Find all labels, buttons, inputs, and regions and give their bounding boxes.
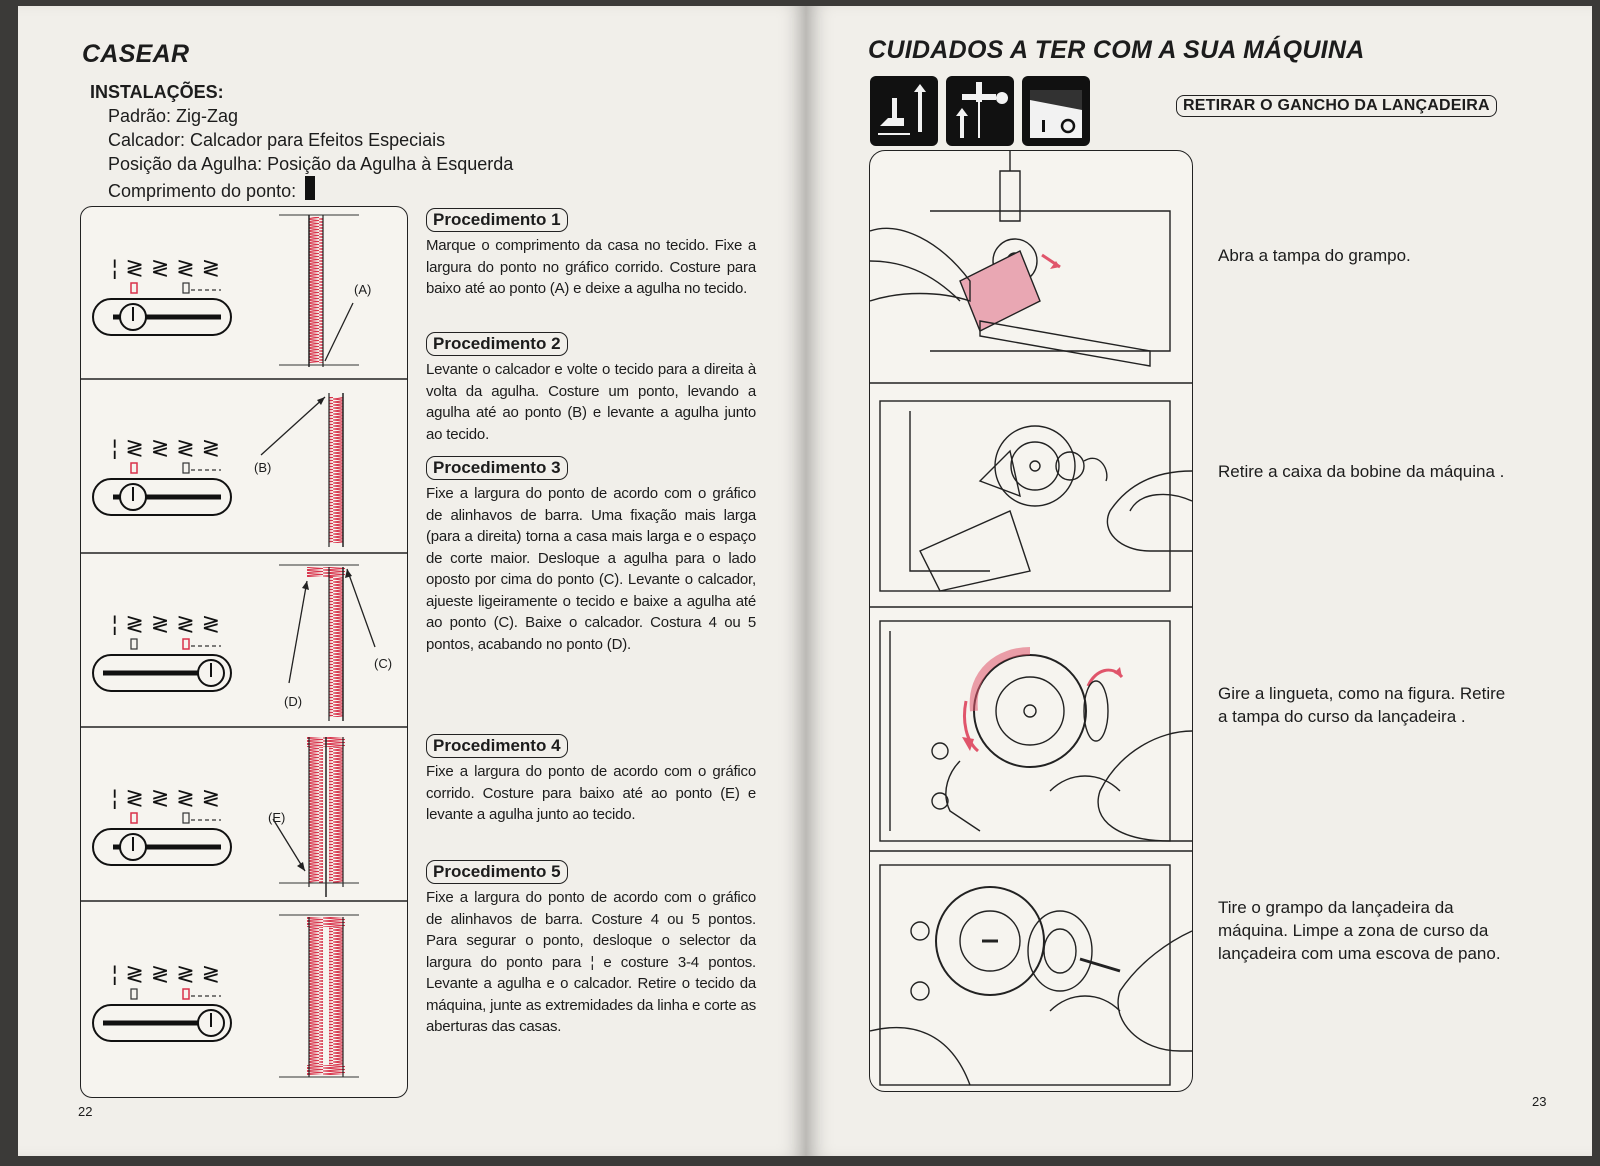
- svg-text:¦ ≷ ≷ ≷ ≷: ¦ ≷ ≷ ≷ ≷: [111, 962, 221, 987]
- procedure-5-text: Fixe a largura do ponto de acordo com o gráfico de alinhavos de barra. Costure 4 ou 5 pontos. Para segurar o ponto, desloque o selector da largura do ponto para ¦ e costure 3-4 pontos. Levante a agulha e o calcador. Retire o tecido da máquina, junte as extremidades da linha e corte as aberturas das casas.: [426, 889, 756, 1035]
- procedure-3-title: Procedimento 3: [426, 456, 568, 480]
- setup-foot: Calcador: Calcador para Efeitos Especiais: [108, 130, 446, 150]
- procedure-4-text: Fixe a largura do ponto de acordo com o gráfico corrido. Costure para baixo até ao ponto (E) e levante a agulha junto ao tecido.: [426, 763, 756, 823]
- width-selector-3: [93, 612, 231, 691]
- label-d: (D): [284, 694, 303, 709]
- procedure-2-text: Levante o calcador e volte o tecido para a direita à volta da agulha. Costure um ponto, levando a agulha até ao ponto (B) e levante a agulha junto ao tecido.: [426, 361, 756, 443]
- procedure-2: [426, 332, 756, 445]
- panel-remove-hook: [870, 865, 1192, 1085]
- procedure-1-text: Marque o comprimento da casa no tecido. Fixe a largura do ponto no gráfico corrido. Costure para baixo até ao ponto (A) e deixe a agulha no tecido.: [426, 237, 756, 297]
- procedure-5-title: Procedimento 5: [426, 860, 568, 884]
- buttonhole-diagram: [80, 206, 408, 1098]
- section-badge: RETIRAR O GANCHO DA LANÇADEIRA: [1176, 95, 1497, 117]
- label-b: (B): [254, 460, 272, 475]
- label-e: (E): [268, 810, 286, 825]
- setup-heading: INSTALAÇÕES:: [90, 82, 224, 102]
- procedure-3-text: Fixe a largura do ponto de acordo com o gráfico de alinhavos de barra. Uma fixação mais larga (para a direita) torna a casa mais larga e o espaço de corte maior. Desloque a agulha para o lado oposto por cima do ponto (C). Levante o calcador, ajueste ligeiramente o tecido e baixe a agulha até ao ponto (C). Baixe o calcador. Costura 4 ou 5 pontos, acabando no ponto (D).: [426, 485, 756, 653]
- setup-length-row: [90, 176, 513, 203]
- page-number-left: 22: [78, 1104, 93, 1119]
- buttonhole-diagram-svg: [81, 207, 407, 1097]
- procedure-4: [426, 734, 756, 826]
- procedure-3: [426, 456, 756, 655]
- procedure-1: [426, 208, 756, 300]
- step-4-text: Tire o grampo da lançadeira da máquina. Limpe a zona de curso da lançadeira com uma escova de pano.: [1218, 898, 1501, 963]
- procedure-1-title: Procedimento 1: [426, 208, 568, 232]
- svg-text:¦ ≷ ≷ ≷ ≷: ¦ ≷ ≷ ≷ ≷: [111, 612, 221, 637]
- procedure-5: [426, 860, 756, 1038]
- label-c: (C): [374, 656, 393, 671]
- step-2-text: Retire a caixa da bobine da máquina .: [1218, 462, 1505, 481]
- presser-foot-up-icon: [870, 76, 938, 146]
- width-selector-5: [93, 962, 231, 1041]
- setup-pattern: Padrão: Zig-Zag: [108, 106, 239, 126]
- step-1-text: Abra a tampa do grampo.: [1218, 246, 1411, 265]
- panel-open-cover: [870, 151, 1170, 366]
- needle-up-icon: [946, 76, 1014, 146]
- right-page-title: CUIDADOS A TER COM A SUA MÁQUINA: [868, 36, 1365, 64]
- width-selector-2: [93, 436, 231, 515]
- setup-length: Comprimento do ponto:: [108, 181, 297, 201]
- buttonhole-stitch-2: [261, 393, 343, 547]
- left-page-title: CASEAR: [82, 40, 190, 68]
- procedure-4-title: Procedimento 4: [426, 734, 568, 758]
- step-3-text: Gire a lingueta, como na figura. Retire a tampa do curso da lançadeira .: [1218, 684, 1506, 726]
- panel-remove-bobbin: [880, 401, 1192, 591]
- width-selector-1: [93, 256, 231, 335]
- width-selector-4: [93, 786, 231, 865]
- svg-text:¦ ≷ ≷ ≷ ≷: ¦ ≷ ≷ ≷ ≷: [111, 786, 221, 811]
- power-off-icon: [1022, 76, 1090, 146]
- buttonhole-stitch-4: [273, 737, 359, 897]
- procedure-2-title: Procedimento 2: [426, 332, 568, 356]
- svg-text:¦ ≷ ≷ ≷ ≷: ¦ ≷ ≷ ≷ ≷: [111, 436, 221, 461]
- buttonhole-stitch-1: [279, 215, 359, 367]
- setup-needle: Posição da Agulha: Posição da Agulha à Esquerda: [108, 154, 514, 174]
- page-number-right: 23: [1532, 1094, 1547, 1109]
- hook-removal-illustration: [869, 150, 1193, 1092]
- stitch-length-icon: [305, 176, 315, 200]
- svg-text:¦ ≷ ≷ ≷ ≷: ¦ ≷ ≷ ≷ ≷: [111, 256, 221, 281]
- label-a: (A): [354, 282, 372, 297]
- setup-block: [90, 80, 513, 203]
- buttonhole-stitch-5: [279, 915, 359, 1077]
- panel-rotate-latch: [880, 621, 1192, 841]
